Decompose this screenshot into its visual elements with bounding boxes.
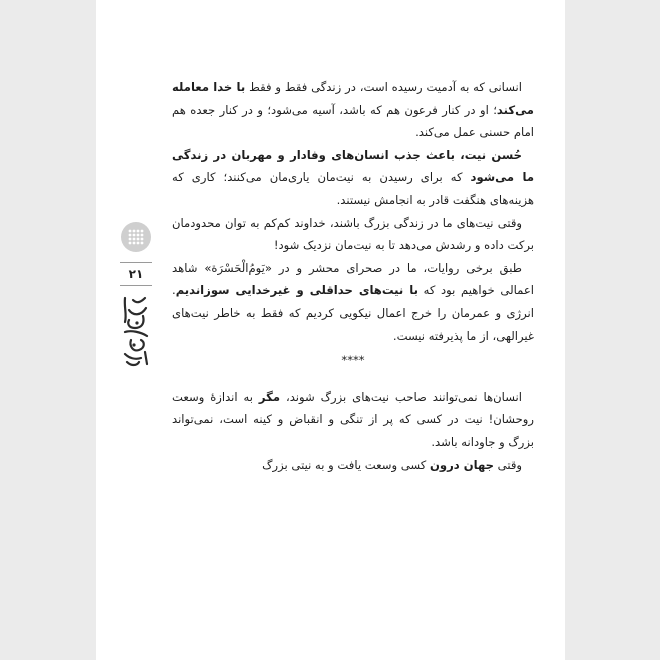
page-number: ۲۱ (128, 267, 144, 281)
section-separator: **** (341, 353, 365, 368)
side-margin (118, 222, 154, 372)
book-logo (119, 294, 153, 372)
divider (120, 262, 152, 263)
divider (120, 285, 152, 286)
bold-phrase: با خدا معامله می‌کند (172, 80, 534, 117)
bold-phrase: حُسن نیت، باعث جذب انسان‌های وفادار و مهربان در زندگی ما می‌شود (172, 147, 534, 185)
body-text (172, 76, 534, 476)
bold-phrase: با نیت‌های حداقلی و غیرخدایی سوزاندیم (175, 283, 418, 298)
bold-phrase: جهان درون (429, 457, 494, 472)
book-page (96, 0, 565, 660)
bold-phrase: مگر (258, 389, 281, 404)
paragraph-6: وقتی جهان درون کسی وسعت یافت و به نیتی بزرگ (262, 457, 522, 472)
paragraph-1: انسانی که به آدمیت رسیده است، در زندگی فقط و فقط با خدا معامله می‌کند؛ او در کنار فرعون هم که باشد، آسیه می‌شود؛ و در کنار جعده هم امام حسنی عمل می‌کند. (172, 80, 534, 140)
paragraph-4: طبق برخی روایات، ما در صحرای محشر و در «یَومُ‌الْحَسْرَة» شاهد اعمالی خواهیم بود که با نیت‌های حداقلی و غیرخدایی سوزاندیم. انرژی و عمرمان را خرج اعمال نیکویی کردیم که فقط به خاطر نیت‌های غیرالهی، از ما پذیرفته نیست. (172, 260, 534, 343)
dot-grid-icon (121, 222, 151, 252)
paragraph-3: وقتی نیت‌های ما در زندگی بزرگ باشند، خداوند کم‌کم به توان محدودمان برکت داده و رشدش می‌دهد تا به نیت‌مان نزدیک شود! (172, 215, 534, 253)
paragraph-2: حُسن نیت، باعث جذب انسان‌های وفادار و مهربان در زندگی ما می‌شود که برای رسیدن به نیت‌مان یاری‌مان می‌کنند؛ کاری که هزینه‌های هنگفت قادر به انجامش نیستند. (172, 147, 534, 207)
paragraph-5: انسان‌ها نمی‌توانند صاحب نیت‌های بزرگ شوند، مگر به اندازۀ وسعت روحشان! نیت در کسی که پر از تنگی و انقباض و کینه است، نمی‌تواند بزرگ و جاودانه باشد. (172, 389, 534, 449)
